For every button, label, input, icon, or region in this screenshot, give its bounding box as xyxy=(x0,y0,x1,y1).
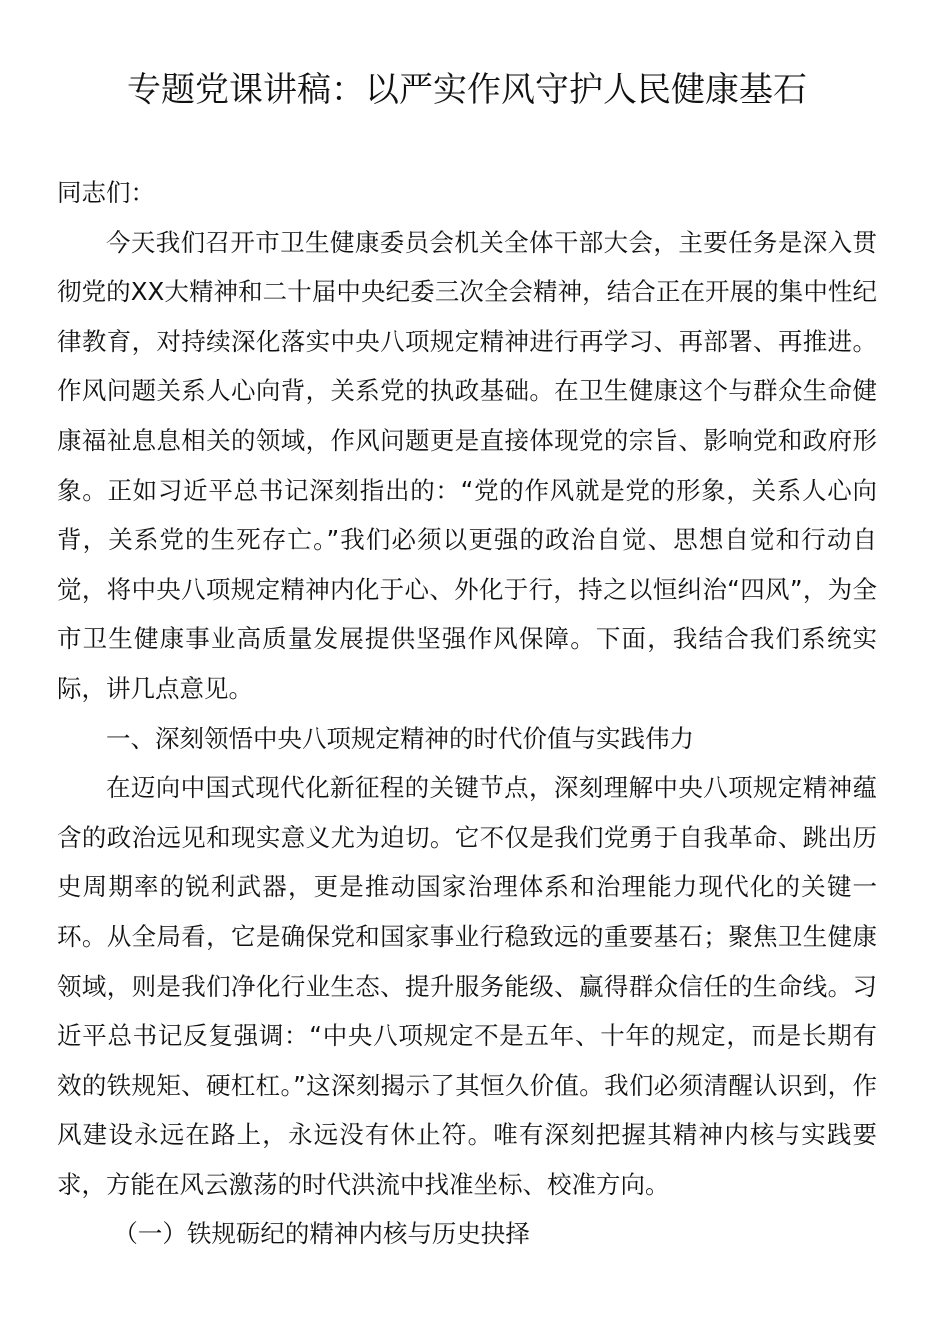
section-heading: 一、深刻领悟中央八项规定精神的时代价值与实践伟力 xyxy=(106,723,694,753)
section-paragraph: 在迈向中国式现代化新征程的关键节点，深刻理解中央八项规定精神蕴含的政治远见和现实意义尤为迫切。它不仅是我们党勇于自我革命、跳出历史周期率的锐利武器，更是推动国家治理体系和治理能力现代化的关键一环。从全局看，它是确保党和国家事业行稳致远的重要基石；聚焦卫生健康领域，则是我们净化行业生态、提升服务能级、赢得群众信任的生命线。习近平总书记反复强调：“中央八项规定不是五年、十年的规定，而是长期有效的铁规矩、硬杠杠。”这深刻揭示了其恒久价值。我们必须清醒认识到，作风建设永远在路上，永远没有休止符。唯有深刻把握其精神内核与实践要求，方能在风云激荡的时代洪流中找准坐标、校准方向。 xyxy=(57,773,877,1199)
document-body xyxy=(57,168,877,1259)
intro-paragraph: 今天我们召开市卫生健康委员会机关全体干部大会，主要任务是深入贯彻党的XX大精神和二十届中央纪委三次全会精神，结合正在开展的集中性纪律教育，对持续深化落实中央八项规定精神进行再学习、再部署、再推进。作风问题关系人心向背，关系党的执政基础。在卫生健康这个与群众生命健康福祉息息相关的领域，作风问题更是直接体现党的宗旨、影响党和政府形象。正如习近平总书记深刻指出的：“党的作风就是党的形象，关系人心向背，关系党的生死存亡。”我们必须以更强的政治自觉、思想自觉和行动自觉，将中央八项规定精神内化于心、外化于行，持之以恒纠治“四风”，为全市卫生健康事业高质量发展提供坚强作风保障。下面，我结合我们系统实际，讲几点意见。 xyxy=(57,227,877,703)
subsection-heading: （一）铁规砺纪的精神内核与历史抉择 xyxy=(113,1219,530,1249)
document-title: 专题党课讲稿：以严实作风守护人民健康基石 xyxy=(127,70,807,110)
salutation: 同志们： xyxy=(57,178,155,207)
